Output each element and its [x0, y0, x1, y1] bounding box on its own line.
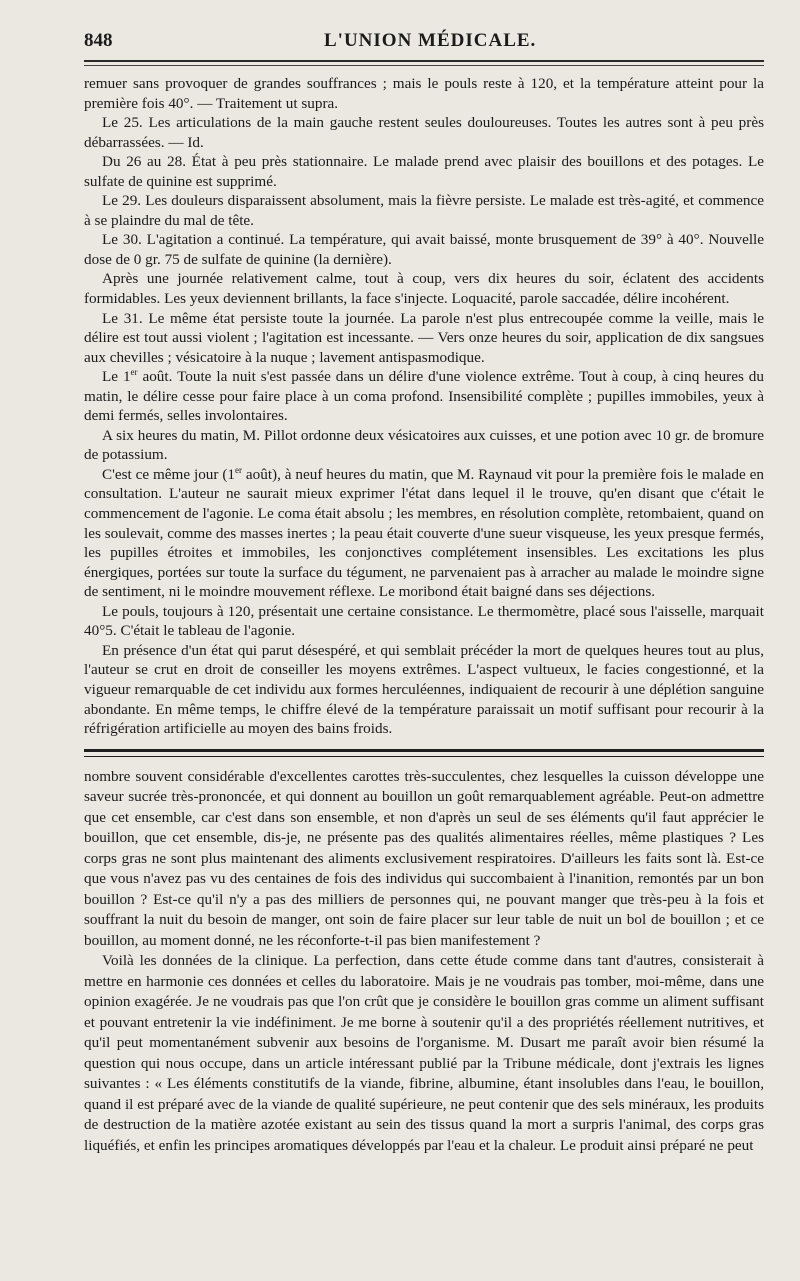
- clinical-case-section: [84, 74, 764, 739]
- page-header: [84, 30, 764, 62]
- feuilleton-section: [84, 767, 764, 1157]
- paragraph: nombre souvent considérable d'excellentes carottes très-succulentes, chez lesquelles la cuisson développe une saveur sucrée très-prononcée, et qui donnent au bouillon un goût remarquablement agréable. Peut-on admettre que cet ensemble, car c'est dans son ensemble, et non d'après un seul de ses éléments qu'il faut apprécier le bouillon, que cet ensemble, dis-je, ne présente pas des qualités alimentaires réelles, même plastiques ? Les corps gras ne sont plus maintenant des aliments exclusivement respiratoires. D'ailleurs les faits sont là. Est-ce que vous n'avez pas vu des centaines de fois des individus qui succombaient à l'inanition, remontés par un bon bouillon ? Est-ce qu'il n'y a pas des milliers de personnes qui, ne pouvant manger que très-peu à la fois et souffrant la nuit du besoin de manger, ont soin de faire placer sur leur table de nuit un bol de bouillon ; et ce bouillon, au moment donné, ne les réconforte-t-il pas bien manifestement ?: [84, 767, 764, 949]
- text-run: août. Toute la nuit s'est passée dans un délire d'une violence extrême. Tout à coup, à cinq heures du matin, le délire cesse pour faire place à un coma profond. Insensibilité complète ; pupilles immobiles, yeux à demi fermés, selles involontaires.: [84, 368, 764, 425]
- text-run: C'est ce même jour (1: [102, 465, 235, 483]
- paragraph: A six heures du matin, M. Pillot ordonne deux vésicatoires aux cuisses, et une potion avec 10 gr. de bromure de potassium.: [84, 426, 764, 464]
- paragraph: [84, 465, 764, 602]
- paragraph: En présence d'un état qui parut désespéré, et qui semblait précéder la mort de quelques heures tout au plus, l'auteur se crut en droit de conseiller les moyens extrêmes. L'aspect vultueux, le facies congestionné, et la vigueur remarquable de cet individu aux formes herculéennes, indiquaient de recourir à une déplétion sanguine abondante. En même temps, le chiffre élevé de la température paraissait un motif suffisant pour recourir à la réfrigération artificielle au moyen des bains froids.: [84, 641, 764, 738]
- paragraph: Le 29. Les douleurs disparaissent absolument, mais la fièvre persiste. Le malade est très-agité, et commence à se plaindre du mal de tête.: [84, 192, 764, 229]
- paragraph: Le 30. L'agitation a continué. La température, qui avait baissé, monte brusquement de 39° à 40°. Nouvelle dose de 0 gr. 75 de sulfate de quinine (la dernière).: [84, 231, 764, 268]
- paragraph: Le 25. Les articulations de la main gauche restent seules douloureuses. Toutes les autres sont à peu près débarrassées. — Id.: [84, 114, 764, 151]
- paragraph: Après une journée relativement calme, tout à coup, vers dix heures du soir, éclatent des accidents formidables. Les yeux deviennent brillants, la face s'injecte. Loquacité, parole saccadée, délire incohérent.: [84, 270, 764, 308]
- paragraph: Du 26 au 28. État à peu près stationnaire. Le malade prend avec plaisir des bouillons et des potages. Le sulfate de quinine est supprimé.: [84, 153, 764, 190]
- text-run: août), à neuf heures du matin, que M. Raynaud vit pour la première fois le malade en consultation. L'auteur ne saurait mieux exprimer l'état dans lequel il le trouve, qu'en disant que c'était le commencement de l'agonie. Le coma était absolu ; les membres, en résolution complète, retombaient, quand on les soulevait, comme des masses inertes ; la peau était couverte d'une sueur visqueuse, les yeux presque fermés, les pupilles étroites et immobiles, les conjonctives complétement insensibles. Les excitations les plus énergiques, portées sur toute la surface du tégument, ne parvenaient pas à arracher au malade le moindre signe de sentiment, ni le moindre mouvement réflexe. Le moribond était baigné dans ses déjections.: [84, 465, 764, 601]
- header-rule: [84, 65, 764, 66]
- text-run: Le 1: [102, 368, 131, 386]
- paragraph: [84, 367, 764, 426]
- paragraph: Le pouls, toujours à 120, présentait une certaine consistance. Le thermomètre, placé sous l'aisselle, marquait 40°5. C'était le tableau de l'agonie.: [84, 602, 764, 640]
- paragraph: Le 31. Le même état persiste toute la journée. La parole n'est plus entrecoupée comme la veille, mais le délire est tout aussi violent ; l'agitation est incessante. — Vers onze heures du soir, application de dix sangsues aux chevilles ; vésicatoire à la nuque ; lavement antispasmodique.: [84, 309, 764, 366]
- section-divider: [84, 749, 764, 757]
- superscript: er: [235, 464, 242, 475]
- page-number: 848: [84, 30, 113, 51]
- superscript: er: [130, 367, 138, 378]
- paragraph: Voilà les données de la clinique. La perfection, dans cette étude comme dans tant d'autres, consisterait à mettre en harmonie ces données et celles du laboratoire. Mais je ne voudrais pas tomber, moi-même, dans une opinion exagérée. Je ne voudrais pas que l'on crût que je considère le bouillon gras comme un aliment suffisant et pouvant entretenir la vie indéfiniment. Je me borne à soutenir qu'il a des propriétés réellement nutritives, et qu'il peut momentanément subvenir aux besoins de l'organisme. M. Dusart me paraît avoir bien résumé la question qui nous occupe, dans un article intéressant publié par la Tribune médicale, dont j'extrais les lignes suivantes : « Les éléments constitutifs de la viande, fibrine, albumine, étant insolubles dans l'eau, le bouillon, quand il est préparé avec de la viande de qualité supérieure, ne peut contenir que des sels minéraux, les produits de destruction de la matière azotée existant au sein des tissus quand la mort a surpris l'animal, des corps gras liquéfiés, et enfin les principes aromatiques développés par l'eau et la chaleur. Le produit ainsi préparé ne peut: [84, 952, 764, 1154]
- paragraph: remuer sans provoquer de grandes souffrances ; mais le pouls reste à 120, et la température atteint pour la première fois 40°. — Traitement ut supra.: [84, 75, 764, 112]
- running-title: L'UNION MÉDICALE.: [324, 30, 537, 51]
